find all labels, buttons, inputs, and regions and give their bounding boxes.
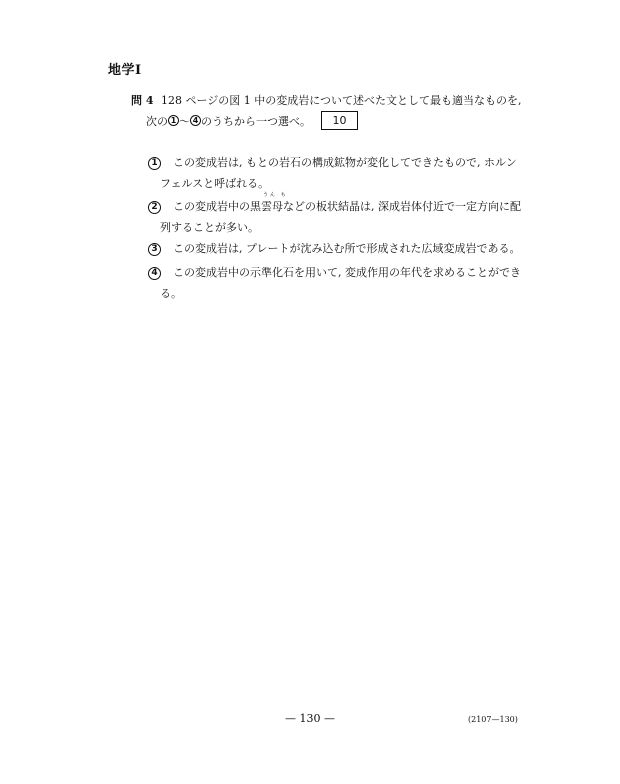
option-4-line2: る。: [160, 287, 182, 300]
option-2-line2: 列することが多い。: [160, 221, 259, 234]
option-1-line1: この変成岩は, もとの岩石の構成鉱物が変化してできたもので, ホルン: [173, 156, 517, 169]
option-4-number: 4: [148, 267, 161, 280]
question-label: 問 4: [131, 94, 154, 107]
option-4-number-wrap: [148, 263, 161, 282]
option-3-number: 3: [148, 243, 161, 256]
option-2-ruby-reading: うん も: [263, 192, 288, 198]
page-number: — 130 —: [285, 712, 335, 725]
range-end-number: 4: [190, 115, 201, 126]
option-3-line1: この変成岩は, プレートが沈み込む所で形成された広域変成岩である。: [173, 242, 521, 255]
question-text-line2: [146, 111, 358, 130]
answer-number-box: 10: [321, 111, 358, 130]
option-2-ruby-base: 雲母: [261, 200, 283, 213]
question-text-line1: 128 ページの図 1 中の変成岩について述べた文として最も適当なものを,: [161, 94, 522, 107]
range-start-number: 1: [168, 115, 179, 126]
option-2-text-post: などの板状結晶は, 深成岩体付近で一定方向に配: [283, 200, 521, 213]
option-4-line1: この変成岩中の示準化石を用いて, 変成作用の年代を求めることができ: [173, 266, 521, 279]
option-1-line2: フェルスと呼ばれる。: [160, 177, 270, 190]
document-code: (2107—130): [468, 715, 518, 724]
option-1-number-wrap: [148, 153, 161, 172]
option-2-number: 2: [148, 201, 161, 214]
question-text-suffix: のうちから一つ選べ。: [201, 114, 311, 128]
option-3-number-wrap: [148, 239, 161, 258]
option-2-text-pre: この変成岩中の黒: [173, 200, 261, 213]
option-2-line1: [173, 192, 521, 214]
option-2-ruby-word: [261, 192, 288, 214]
option-2-number-wrap: [148, 197, 161, 216]
range-separator: 〜: [179, 114, 190, 128]
option-1-number: 1: [148, 157, 161, 170]
question-text-prefix: 次の: [146, 114, 168, 128]
subject-title: 地学Ⅰ: [108, 63, 142, 78]
